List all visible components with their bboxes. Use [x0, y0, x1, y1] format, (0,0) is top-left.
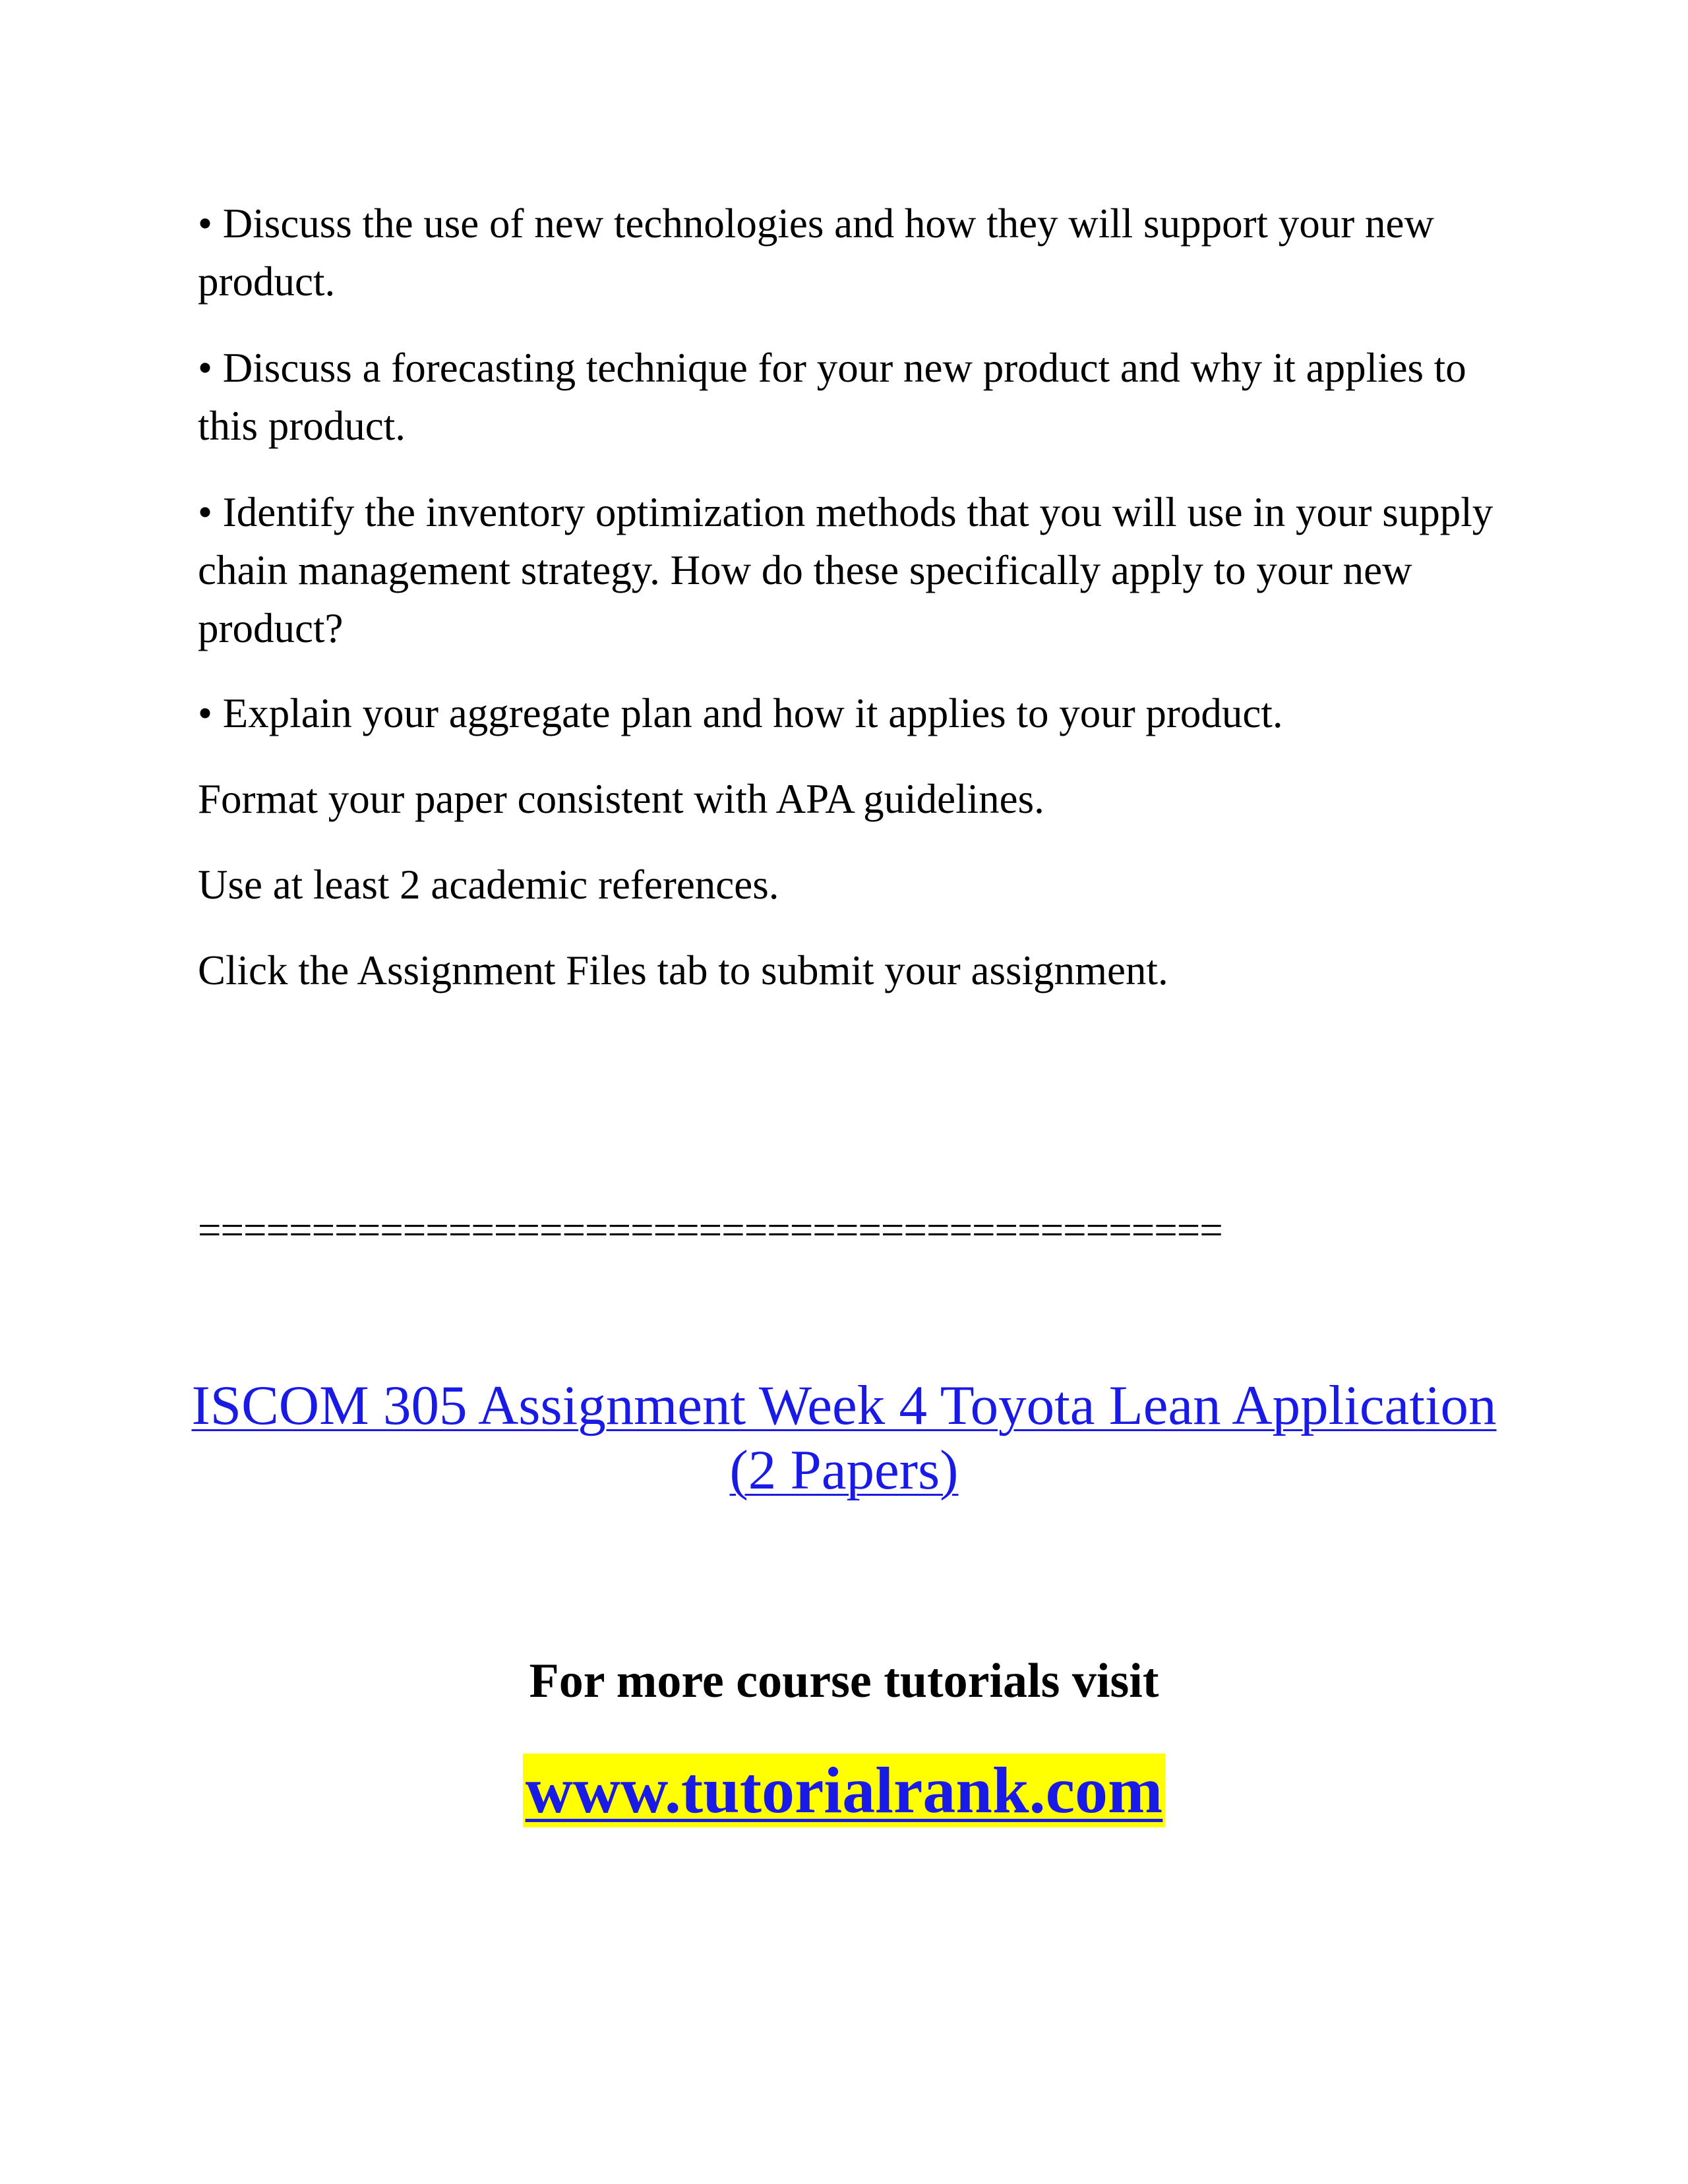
references-instruction: Use at least 2 academic references. — [198, 862, 779, 908]
submit-instruction: Click the Assignment Files tab to submit your assignment. — [198, 947, 1168, 993]
separator-line: ============================================= — [198, 1207, 1222, 1253]
visit-text: For more course tutorials visit — [529, 1654, 1159, 1708]
bullet-forecasting-technique: • Discuss a forecasting technique for your new product and why it applies to this product. — [198, 345, 1466, 449]
next-assignment-heading — [185, 1373, 1503, 1502]
bullet-new-technologies: • Discuss the use of new technologies and how they will support your new product. — [198, 200, 1434, 305]
bullet-inventory-optimization: • Identify the inventory optimization methods that you will use in your supply chain management strategy. How do these specifically apply to your new product? — [198, 489, 1493, 651]
next-assignment-link[interactable]: ISCOM 305 Assignment Week 4 Toyota Lean Application (2 Papers) — [191, 1374, 1497, 1501]
bullet-aggregate-plan: • Explain your aggregate plan and how it applies to your product. — [198, 690, 1283, 736]
apa-format-instruction: Format your paper consistent with APA guidelines. — [198, 776, 1044, 822]
website-container — [185, 1754, 1503, 1827]
website-link[interactable]: www.tutorialrank.com — [523, 1754, 1166, 1827]
